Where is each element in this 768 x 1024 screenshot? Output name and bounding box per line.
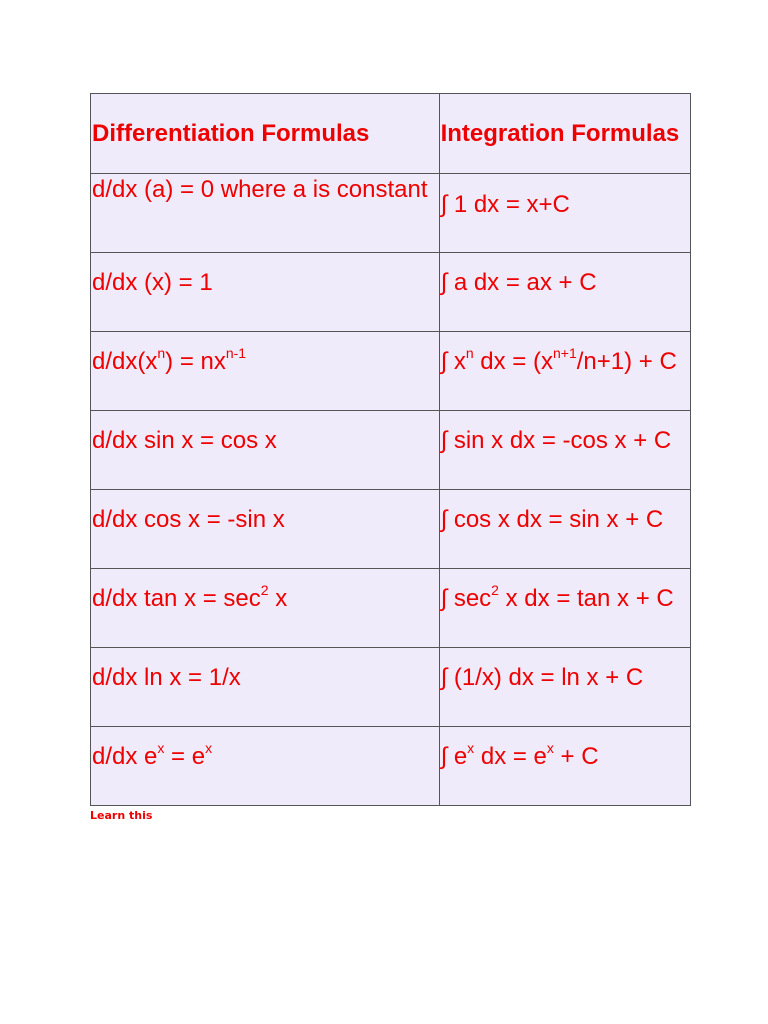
header-integration: Integration Formulas [439, 94, 690, 174]
formula-superscript: n [157, 345, 166, 361]
integration-formula-cell [439, 253, 690, 332]
formula-text: d/dx e [92, 743, 158, 770]
formula-text: ∫ a dx = ax + C [440, 269, 597, 296]
formula-text: ∫ sin x dx = -cos x + C [440, 427, 672, 454]
integration-formula-cell [439, 332, 690, 411]
formula-text: /n+1) + C [576, 348, 677, 375]
differentiation-formula-cell [91, 253, 440, 332]
table-row [91, 174, 691, 253]
formula-text: d/dx (a) = 0 where a is constant [92, 176, 428, 203]
differentiation-formula-cell [91, 727, 440, 806]
formula-text: ∫ 1 dx = x+C [440, 191, 570, 218]
differentiation-formula-cell [91, 332, 440, 411]
formula-superscript: x [546, 740, 554, 756]
formula-text: x [268, 585, 288, 612]
integration-formula-cell [439, 490, 690, 569]
formula-text: dx = e [474, 743, 547, 770]
formula-text: d/dx (x) = 1 [92, 269, 213, 296]
table-header-row [91, 94, 691, 174]
differentiation-formula-cell [91, 648, 440, 727]
differentiation-formula-cell [91, 411, 440, 490]
table-row [91, 648, 691, 727]
integration-formula-cell [439, 174, 690, 253]
table-row [91, 253, 691, 332]
formula-superscript: x [157, 740, 165, 756]
integration-formula-cell [439, 411, 690, 490]
formula-text: ∫ sec [440, 585, 492, 612]
formula-superscript: n [465, 345, 474, 361]
formula-text: d/dx sin x = cos x [92, 427, 277, 454]
formula-text: ∫ (1/x) dx = ln x + C [440, 664, 644, 691]
formula-text: ∫ e [440, 743, 468, 770]
table-row [91, 490, 691, 569]
formula-text: = e [164, 743, 206, 770]
formula-text: ) = nx [165, 348, 226, 375]
formula-superscript: n+1 [552, 345, 577, 361]
formula-text: ∫ x [440, 348, 466, 375]
footnote-text: Learn this [90, 809, 153, 822]
formula-text: d/dx(x [92, 348, 158, 375]
header-differentiation: Differentiation Formulas [91, 94, 440, 174]
table-row [91, 332, 691, 411]
formula-superscript: x [205, 740, 213, 756]
table-row [91, 411, 691, 490]
table-row [91, 727, 691, 806]
integration-formula-cell [439, 648, 690, 727]
formulas-table [90, 93, 691, 806]
formula-text: d/dx cos x = -sin x [92, 506, 285, 533]
formula-superscript: 2 [260, 582, 269, 598]
formula-superscript: x [467, 740, 475, 756]
formula-superscript: n-1 [225, 345, 247, 361]
formula-text: dx = (x [473, 348, 553, 375]
differentiation-formula-cell [91, 490, 440, 569]
integration-formula-cell [439, 727, 690, 806]
formula-text: ∫ cos x dx = sin x + C [440, 506, 664, 533]
formula-text: d/dx ln x = 1/x [92, 664, 241, 691]
differentiation-formula-cell [91, 569, 440, 648]
differentiation-formula-cell [91, 174, 440, 253]
formulas-table-body [91, 94, 691, 806]
formula-text: x dx = tan x + C [498, 585, 674, 612]
formula-text: + C [553, 743, 599, 770]
formula-text: d/dx tan x = sec [92, 585, 261, 612]
table-row [91, 569, 691, 648]
integration-formula-cell [439, 569, 690, 648]
formula-superscript: 2 [491, 582, 499, 598]
